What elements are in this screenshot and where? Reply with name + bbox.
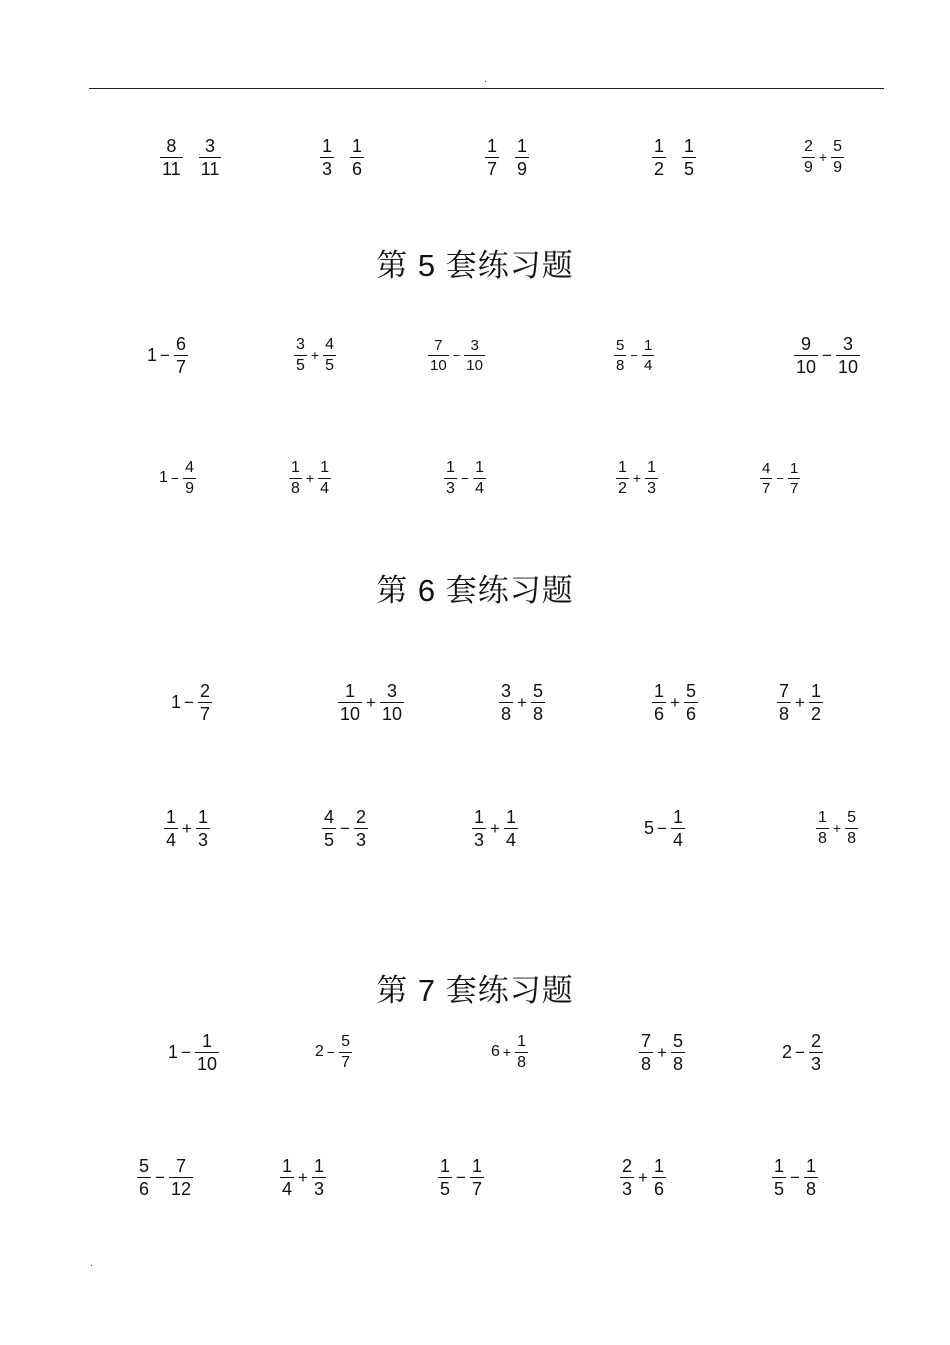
denominator: 8 bbox=[291, 479, 300, 497]
denominator: 9 bbox=[833, 158, 842, 176]
denominator: 8 bbox=[532, 703, 543, 724]
exercise bbox=[775, 672, 825, 732]
fraction bbox=[804, 1157, 818, 1198]
numerator: 1 bbox=[471, 1155, 482, 1176]
fraction bbox=[652, 1157, 666, 1198]
exercise bbox=[158, 448, 198, 508]
denominator: 3 bbox=[355, 829, 366, 850]
numerator: 2 bbox=[355, 806, 366, 827]
fraction bbox=[499, 682, 513, 723]
exercise bbox=[320, 798, 370, 858]
fraction bbox=[428, 338, 449, 373]
denominator: 5 bbox=[325, 356, 334, 374]
denominator: 2 bbox=[810, 703, 821, 724]
numerator: 1 bbox=[643, 336, 653, 354]
fraction bbox=[196, 808, 210, 849]
denominator: 3 bbox=[622, 1178, 633, 1199]
fraction bbox=[322, 808, 336, 849]
numerator: 1 bbox=[440, 1155, 451, 1176]
fraction bbox=[682, 137, 696, 178]
denominator: 7 bbox=[762, 479, 771, 497]
denominator: 8 bbox=[847, 829, 856, 847]
fraction bbox=[485, 137, 499, 178]
numerator: 8 bbox=[166, 135, 177, 156]
fraction bbox=[639, 1032, 653, 1073]
denominator: 7 bbox=[341, 1053, 350, 1071]
fraction bbox=[671, 1032, 685, 1073]
numerator: 4 bbox=[762, 459, 771, 477]
fraction bbox=[760, 461, 772, 496]
numerator: 1 bbox=[517, 135, 528, 156]
fraction bbox=[614, 338, 626, 373]
numerator: 5 bbox=[685, 680, 696, 701]
fraction bbox=[642, 338, 654, 373]
fraction bbox=[169, 1157, 193, 1198]
exercise bbox=[167, 1022, 221, 1082]
numerator: 1 bbox=[487, 135, 498, 156]
numerator: 1 bbox=[818, 808, 827, 826]
numerator: 3 bbox=[470, 336, 479, 354]
denominator: 10 bbox=[796, 356, 817, 377]
numerator: 5 bbox=[672, 1030, 683, 1051]
denominator: 10 bbox=[466, 356, 483, 374]
operator: − bbox=[795, 1042, 805, 1062]
fraction bbox=[684, 682, 698, 723]
numerator: 7 bbox=[779, 680, 790, 701]
numerator: 5 bbox=[833, 137, 842, 155]
exercise bbox=[292, 325, 338, 385]
fraction bbox=[802, 139, 815, 176]
numerator: 1 bbox=[653, 1155, 664, 1176]
fraction bbox=[183, 460, 196, 497]
operator: − bbox=[326, 1044, 336, 1060]
denominator: 7 bbox=[789, 479, 799, 497]
operator: + bbox=[366, 692, 376, 712]
operator: + bbox=[818, 149, 828, 165]
operator: + bbox=[632, 470, 642, 486]
denominator: 3 bbox=[647, 479, 656, 497]
exercise-row bbox=[0, 448, 950, 508]
operator: + bbox=[832, 820, 842, 836]
operator: + bbox=[517, 692, 527, 712]
operator: + bbox=[310, 347, 320, 363]
numerator: 5 bbox=[847, 808, 856, 826]
fraction bbox=[280, 1157, 294, 1198]
operator: + bbox=[670, 692, 680, 712]
denominator: 10 bbox=[340, 703, 361, 724]
numerator: 1 bbox=[313, 1155, 324, 1176]
numerator: 9 bbox=[801, 333, 812, 354]
numerator: 7 bbox=[175, 1155, 186, 1176]
exercise bbox=[170, 672, 214, 732]
exercise-row bbox=[0, 325, 950, 385]
numerator: 3 bbox=[386, 680, 397, 701]
numerator: 7 bbox=[641, 1030, 652, 1051]
numerator: 1 bbox=[810, 680, 821, 701]
exercise bbox=[792, 325, 862, 385]
denominator: 2 bbox=[618, 479, 627, 497]
numerator: 1 bbox=[805, 1155, 816, 1176]
denominator: 6 bbox=[685, 703, 696, 724]
denominator: 6 bbox=[139, 1178, 150, 1199]
exercise bbox=[318, 127, 366, 187]
denominator: 4 bbox=[643, 356, 653, 374]
denominator: 8 bbox=[818, 829, 827, 847]
denominator: 5 bbox=[324, 829, 335, 850]
operator: − bbox=[170, 470, 180, 486]
numerator: 7 bbox=[434, 336, 443, 354]
numerator: 2 bbox=[804, 137, 813, 155]
section-title: 第 6 套练习题 bbox=[376, 573, 574, 608]
numerator: 1 bbox=[320, 458, 329, 476]
denominator: 4 bbox=[282, 1178, 293, 1199]
denominator: 4 bbox=[672, 829, 683, 850]
exercise-row bbox=[0, 672, 950, 732]
operator: − bbox=[340, 818, 350, 838]
operator: + bbox=[657, 1042, 667, 1062]
numerator: 1 bbox=[672, 806, 683, 827]
denominator: 4 bbox=[505, 829, 516, 850]
fraction bbox=[652, 682, 666, 723]
fraction bbox=[671, 808, 685, 849]
fraction bbox=[470, 1157, 484, 1198]
fraction bbox=[831, 139, 844, 176]
whole-number: 2 bbox=[782, 1042, 793, 1062]
fraction bbox=[289, 460, 302, 497]
fraction bbox=[174, 335, 188, 376]
denominator: 8 bbox=[779, 703, 790, 724]
exercise bbox=[497, 672, 547, 732]
operator: + bbox=[298, 1167, 308, 1187]
numerator: 5 bbox=[341, 1032, 350, 1050]
denominator: 5 bbox=[296, 356, 305, 374]
numerator: 1 bbox=[684, 135, 695, 156]
numerator: 1 bbox=[282, 1155, 293, 1176]
fraction bbox=[312, 1157, 326, 1198]
numerator: 2 bbox=[810, 1030, 821, 1051]
numerator: 1 bbox=[446, 458, 455, 476]
exercise bbox=[770, 1147, 820, 1207]
exercise bbox=[490, 1022, 530, 1082]
operator: + bbox=[638, 1167, 648, 1187]
exercise bbox=[758, 448, 802, 508]
numerator: 1 bbox=[345, 680, 356, 701]
denominator: 8 bbox=[501, 703, 512, 724]
whole-number: 6 bbox=[491, 1043, 500, 1060]
numerator: 3 bbox=[501, 680, 512, 701]
fraction bbox=[515, 137, 529, 178]
fraction bbox=[339, 1034, 352, 1071]
fraction bbox=[137, 1157, 151, 1198]
fraction bbox=[504, 808, 518, 849]
exercise bbox=[612, 325, 656, 385]
section-title: 第 7 套练习题 bbox=[376, 973, 574, 1008]
numerator: 1 bbox=[774, 1155, 785, 1176]
numerator: 1 bbox=[618, 458, 627, 476]
whole-number: 2 bbox=[315, 1043, 324, 1060]
operator: − bbox=[776, 470, 784, 486]
denominator: 7 bbox=[199, 703, 210, 724]
denominator: 10 bbox=[837, 356, 858, 377]
denominator: 11 bbox=[162, 158, 181, 179]
denominator: 3 bbox=[322, 158, 333, 179]
exercise bbox=[158, 127, 223, 187]
exercise bbox=[146, 325, 190, 385]
exercise bbox=[483, 127, 531, 187]
exercise bbox=[643, 798, 687, 858]
fraction bbox=[845, 810, 858, 847]
whole-number: 1 bbox=[147, 345, 158, 365]
denominator: 8 bbox=[641, 1053, 652, 1074]
fraction bbox=[645, 460, 658, 497]
denominator: 5 bbox=[774, 1178, 785, 1199]
denominator: 4 bbox=[166, 829, 177, 850]
fraction bbox=[788, 461, 800, 496]
exercise bbox=[135, 1147, 195, 1207]
denominator: 8 bbox=[616, 356, 625, 374]
fraction bbox=[350, 137, 364, 178]
numerator: 1 bbox=[166, 806, 177, 827]
operator: − bbox=[460, 470, 470, 486]
exercise bbox=[278, 1147, 328, 1207]
numerator: 1 bbox=[352, 135, 363, 156]
denominator: 9 bbox=[185, 479, 194, 497]
numerator: 5 bbox=[139, 1155, 150, 1176]
numerator: 6 bbox=[175, 333, 186, 354]
numerator: 1 bbox=[505, 806, 516, 827]
fraction bbox=[652, 137, 666, 178]
denominator: 12 bbox=[170, 1178, 191, 1199]
section-title: 第 5 套练习题 bbox=[376, 248, 574, 283]
numerator: 4 bbox=[325, 335, 334, 353]
denominator: 10 bbox=[196, 1053, 217, 1074]
fraction bbox=[198, 682, 212, 723]
fraction bbox=[444, 460, 457, 497]
exercise bbox=[650, 672, 700, 732]
fraction bbox=[473, 460, 486, 497]
fraction bbox=[195, 1032, 219, 1073]
fraction bbox=[809, 682, 823, 723]
denominator: 8 bbox=[517, 1053, 526, 1071]
denominator: 3 bbox=[810, 1053, 821, 1074]
numerator: 1 bbox=[197, 806, 208, 827]
operator: + bbox=[490, 818, 500, 838]
numerator: 1 bbox=[291, 458, 300, 476]
denominator: 8 bbox=[672, 1053, 683, 1074]
denominator: 4 bbox=[320, 479, 329, 497]
operator: − bbox=[155, 1167, 165, 1187]
exercise-row bbox=[0, 127, 950, 187]
exercise bbox=[287, 448, 333, 508]
fraction bbox=[772, 1157, 786, 1198]
operator: − bbox=[452, 347, 461, 363]
footer-dot: . bbox=[90, 1258, 93, 1269]
operator: + bbox=[305, 470, 315, 486]
fraction bbox=[338, 682, 362, 723]
exercise bbox=[162, 798, 212, 858]
exercise-row bbox=[0, 1022, 950, 1082]
fraction bbox=[620, 1157, 634, 1198]
whole-number: 5 bbox=[644, 818, 655, 838]
fraction bbox=[199, 137, 222, 178]
fraction bbox=[160, 137, 183, 178]
denominator: 3 bbox=[474, 829, 485, 850]
denominator: 6 bbox=[654, 703, 665, 724]
numerator: 4 bbox=[324, 806, 335, 827]
fraction bbox=[438, 1157, 452, 1198]
exercise bbox=[470, 798, 520, 858]
fraction bbox=[320, 137, 334, 178]
fraction bbox=[809, 1032, 823, 1073]
fraction bbox=[836, 335, 860, 376]
denominator: 6 bbox=[352, 158, 363, 179]
header-rule bbox=[89, 88, 884, 89]
exercise bbox=[614, 448, 660, 508]
numerator: 1 bbox=[654, 135, 665, 156]
fraction bbox=[816, 810, 829, 847]
fraction bbox=[794, 335, 818, 376]
whole-number: 1 bbox=[171, 692, 182, 712]
operator: − bbox=[456, 1167, 466, 1187]
denominator: 3 bbox=[313, 1178, 324, 1199]
numerator: 4 bbox=[185, 458, 194, 476]
denominator: 9 bbox=[804, 158, 813, 176]
denominator: 4 bbox=[475, 479, 484, 497]
exercise bbox=[650, 127, 698, 187]
operator: − bbox=[181, 1042, 191, 1062]
numerator: 1 bbox=[475, 458, 484, 476]
fraction bbox=[515, 1034, 528, 1071]
fraction bbox=[616, 460, 629, 497]
denominator: 11 bbox=[200, 158, 220, 179]
operator: − bbox=[184, 692, 194, 712]
exercise bbox=[618, 1147, 668, 1207]
numerator: 1 bbox=[201, 1030, 212, 1051]
header-dot: . bbox=[484, 74, 487, 85]
operator: − bbox=[790, 1167, 800, 1187]
exercise-row bbox=[0, 798, 950, 858]
fraction bbox=[464, 338, 485, 373]
numerator: 2 bbox=[199, 680, 210, 701]
numerator: 1 bbox=[647, 458, 656, 476]
numerator: 1 bbox=[654, 680, 665, 701]
denominator: 9 bbox=[517, 158, 528, 179]
operator: − bbox=[822, 345, 832, 365]
denominator: 10 bbox=[430, 356, 447, 374]
denominator: 5 bbox=[684, 158, 695, 179]
numerator: 3 bbox=[842, 333, 853, 354]
operator: − bbox=[630, 347, 638, 363]
denominator: 3 bbox=[446, 479, 455, 497]
whole-number: 1 bbox=[168, 1042, 179, 1062]
denominator: 10 bbox=[381, 703, 402, 724]
exercise bbox=[814, 798, 860, 858]
numerator: 3 bbox=[205, 135, 216, 156]
exercise bbox=[800, 127, 846, 187]
denominator: 2 bbox=[654, 158, 665, 179]
fraction bbox=[164, 808, 178, 849]
numerator: 2 bbox=[622, 1155, 633, 1176]
whole-number: 1 bbox=[159, 469, 168, 486]
numerator: 1 bbox=[474, 806, 485, 827]
fraction bbox=[531, 682, 545, 723]
fraction bbox=[323, 337, 336, 374]
fraction bbox=[318, 460, 331, 497]
operator: + bbox=[795, 692, 805, 712]
exercise bbox=[314, 1022, 354, 1082]
fraction bbox=[380, 682, 404, 723]
denominator: 3 bbox=[197, 829, 208, 850]
exercise-row bbox=[0, 1147, 950, 1207]
fraction bbox=[354, 808, 368, 849]
numerator: 1 bbox=[322, 135, 333, 156]
exercise bbox=[442, 448, 488, 508]
denominator: 7 bbox=[487, 158, 498, 179]
operator: + bbox=[502, 1044, 512, 1060]
exercise bbox=[436, 1147, 486, 1207]
fraction bbox=[472, 808, 486, 849]
denominator: 5 bbox=[440, 1178, 451, 1199]
numerator: 1 bbox=[517, 1032, 526, 1050]
fraction bbox=[294, 337, 307, 374]
denominator: 7 bbox=[471, 1178, 482, 1199]
exercise bbox=[781, 1022, 825, 1082]
operator: + bbox=[182, 818, 192, 838]
exercise bbox=[637, 1022, 687, 1082]
exercise bbox=[426, 325, 487, 385]
fraction bbox=[777, 682, 791, 723]
operator: − bbox=[160, 345, 170, 365]
numerator: 3 bbox=[296, 335, 305, 353]
denominator: 8 bbox=[805, 1178, 816, 1199]
numerator: 5 bbox=[616, 336, 625, 354]
numerator: 1 bbox=[789, 459, 799, 477]
denominator: 6 bbox=[653, 1178, 664, 1199]
numerator: 5 bbox=[532, 680, 543, 701]
exercise bbox=[336, 672, 406, 732]
denominator: 7 bbox=[175, 356, 186, 377]
operator: − bbox=[657, 818, 667, 838]
